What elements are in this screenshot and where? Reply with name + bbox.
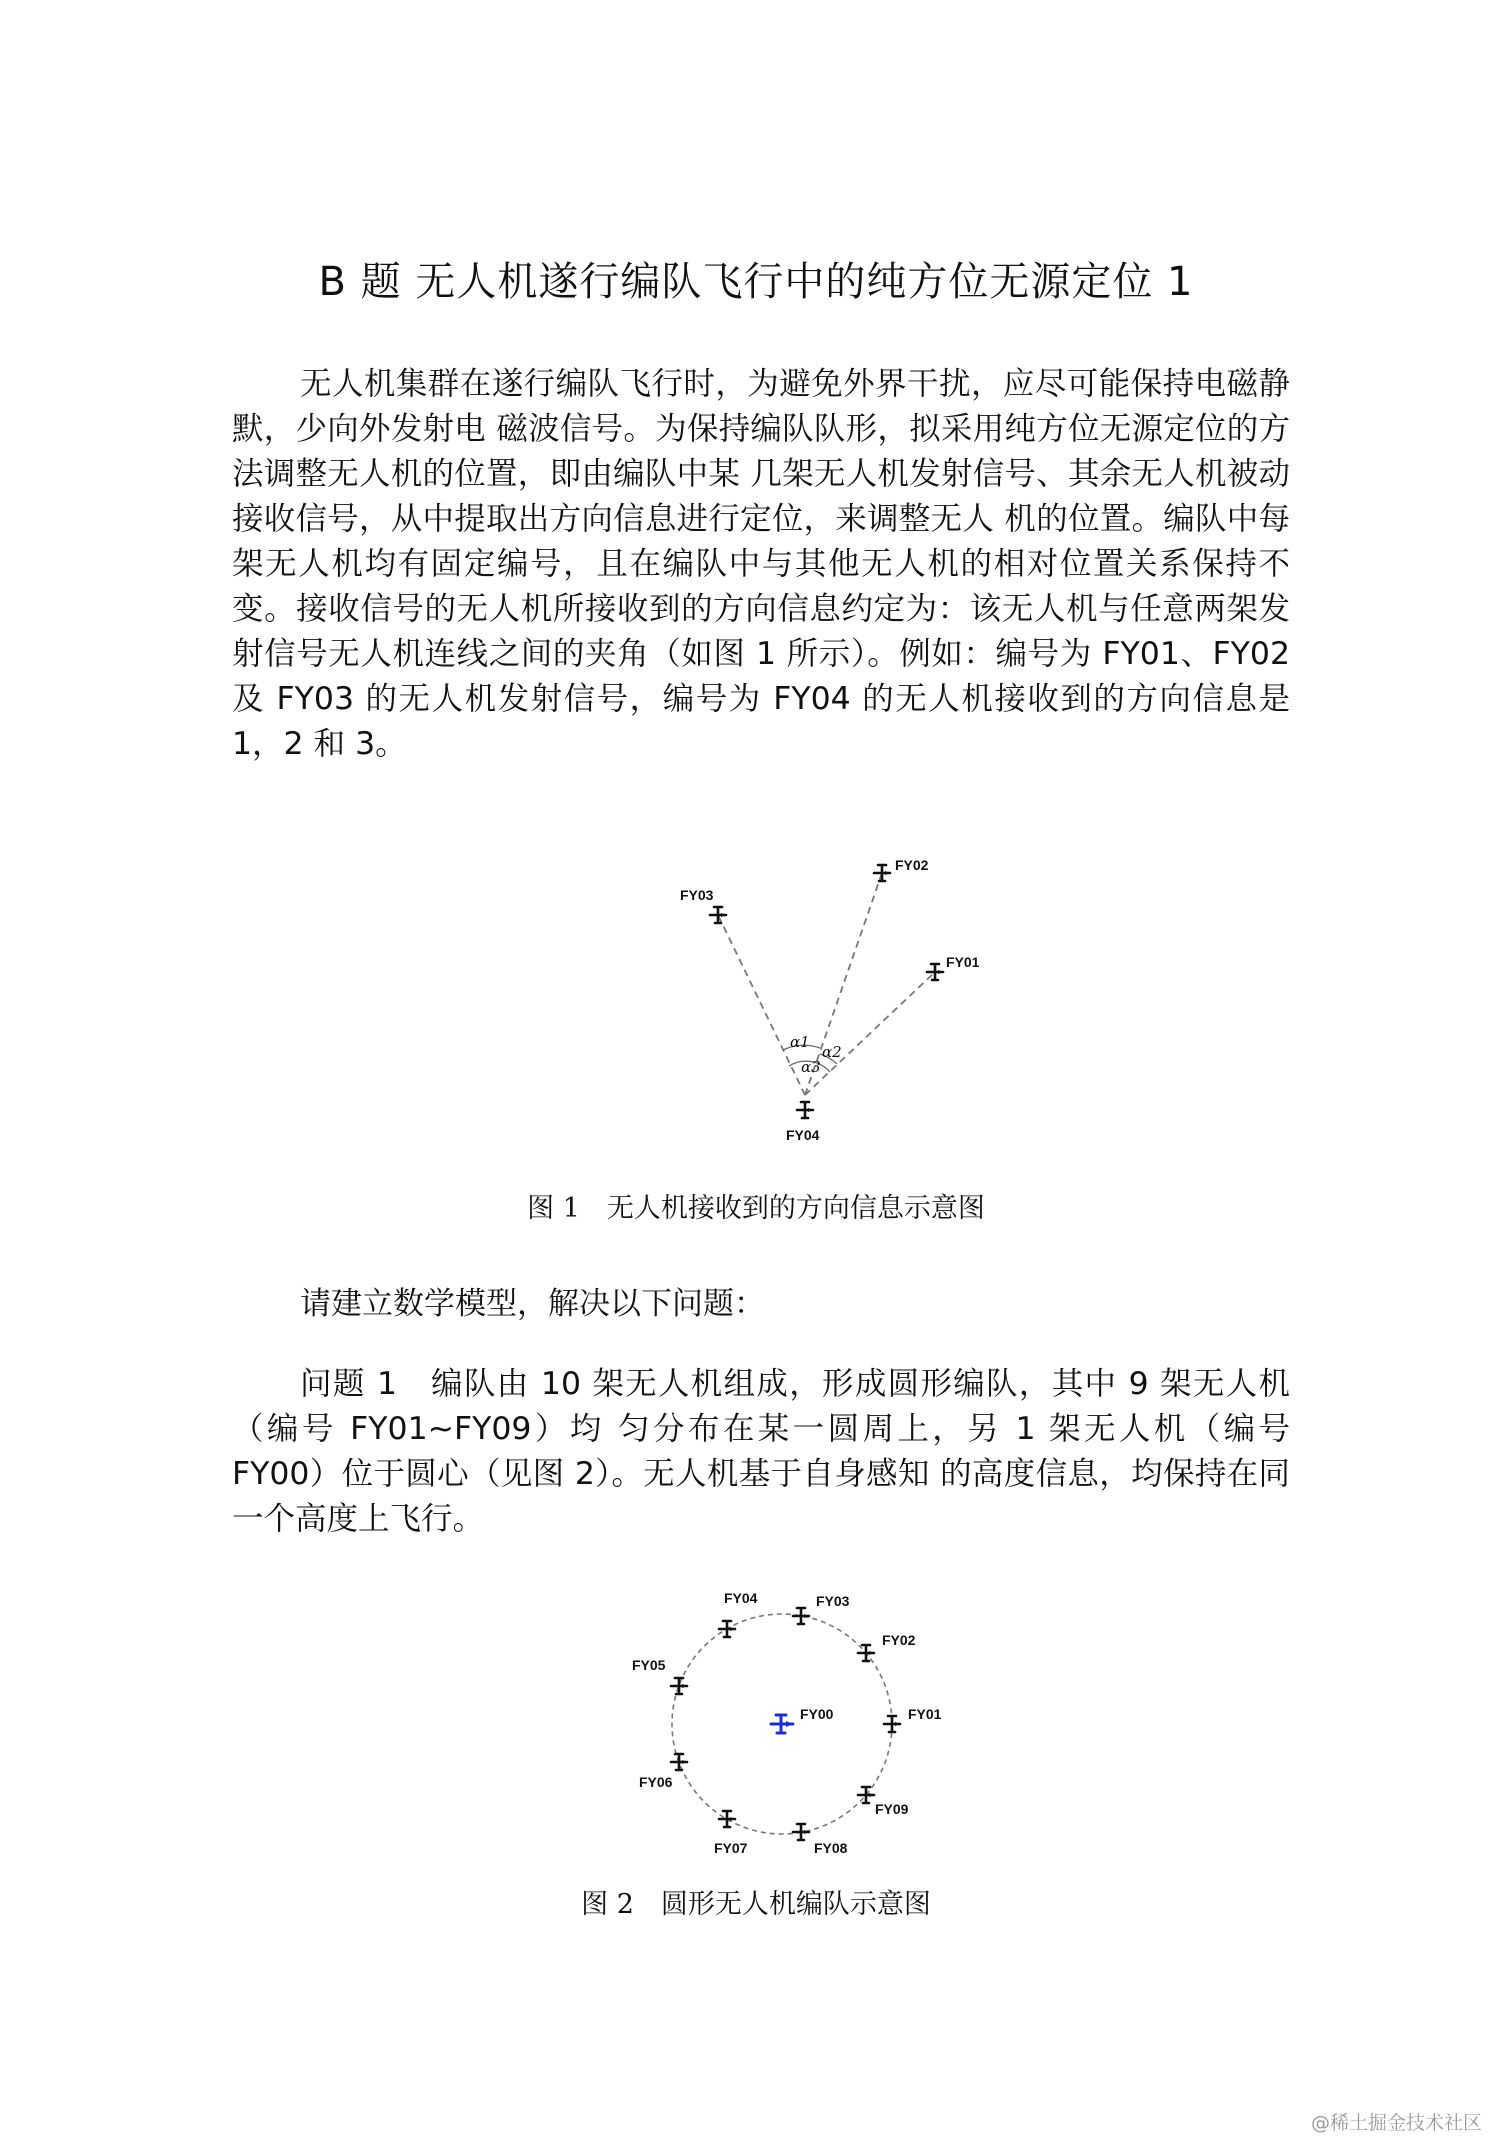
line-fy04-fy01 (805, 972, 935, 1095)
label-fy09: FY09 (875, 1801, 909, 1817)
label-fy02: FY02 (895, 857, 929, 873)
label-fy00: FY00 (800, 1706, 834, 1722)
plane-icon-fy06 (671, 1754, 687, 1770)
plane-icon-fy01 (884, 1716, 900, 1732)
watermark: @稀土掘金技术社区 (1310, 2112, 1482, 2134)
label-fy03: FY03 (680, 887, 714, 903)
label-fy01: FY01 (908, 1706, 942, 1722)
plane-icon-fy05 (671, 1678, 687, 1694)
plane-icon-fy03 (710, 907, 726, 923)
plane-icon-fy04 (797, 1102, 813, 1118)
label-fy06: FY06 (639, 1774, 673, 1790)
line-fy04-fy03 (718, 915, 805, 1095)
figure-1-caption: 图 1 无人机接收到的方向信息示意图 (527, 1193, 985, 1224)
intro-paragraph: 无人机集群在遂行编队飞行时，为避免外界干扰，应尽可能保持电磁静默，少向外发射电 磁波信号。为保持编队队形，拟采用纯方位无源定位的方法调整无人机的位置，即由编队中某 几架无人机发射信号、其余无人机被动接收信号，从中提取出方向信息进行定位，来调整无人 机的位置。编队中每架无人机均有固定编号，且在编队中与其他无人机的相对位置关系保持不 变。接收信号的无人机所接收到的方向信息约定为：该无人机与任意两架发射信号无人机连线之间的夹角（如图 1 所示）。例如：编号为 FY01、FY02 及 FY03 的无人机发射信号，编号为 FY04 的无人机接收到的方向信息是 1，2 和 3。 (232, 366, 1290, 762)
label-fy04: FY04 (786, 1127, 820, 1143)
plane-icon-fy04 (719, 1621, 735, 1637)
page-title: B 题 无人机遂行编队飞行中的纯方位无源定位 1 (318, 259, 1194, 305)
figure-2-diagram (610, 1580, 950, 1870)
section-heading: 请建立数学模型，解决以下问题： (300, 1286, 765, 1322)
label-fy08: FY08 (814, 1840, 848, 1856)
plane-icon-fy03 (793, 1608, 809, 1624)
figure-1-diagram (650, 840, 1010, 1150)
angle-label-a1: α1 (790, 1033, 810, 1051)
figure-2-caption: 图 2 圆形无人机编队示意图 (581, 1889, 931, 1920)
label-fy02: FY02 (882, 1632, 916, 1648)
label-fy01: FY01 (946, 954, 980, 970)
label-fy04: FY04 (724, 1590, 758, 1606)
label-fy05: FY05 (632, 1657, 666, 1673)
plane-icon-fy02 (874, 865, 890, 881)
problem-1-paragraph: 问题 1 编队由 10 架无人机组成，形成圆形编队，其中 9 架无人机（编号 FY01~FY09）均 匀分布在某一圆周上，另 1 架无人机（编号 FY00）位于圆心（见图 2）。无人机基于自身感知 的高度信息，均保持在同一个高度上飞行。 (232, 1366, 1290, 1537)
plane-icon-fy08 (793, 1824, 809, 1840)
angle-label-a3: α3 (801, 1058, 821, 1076)
plane-icon-fy00 (771, 1715, 793, 1733)
label-fy03: FY03 (816, 1593, 850, 1609)
angle-label-a2: α2 (822, 1043, 842, 1061)
plane-icon-fy07 (719, 1811, 735, 1827)
label-fy07: FY07 (714, 1840, 748, 1856)
